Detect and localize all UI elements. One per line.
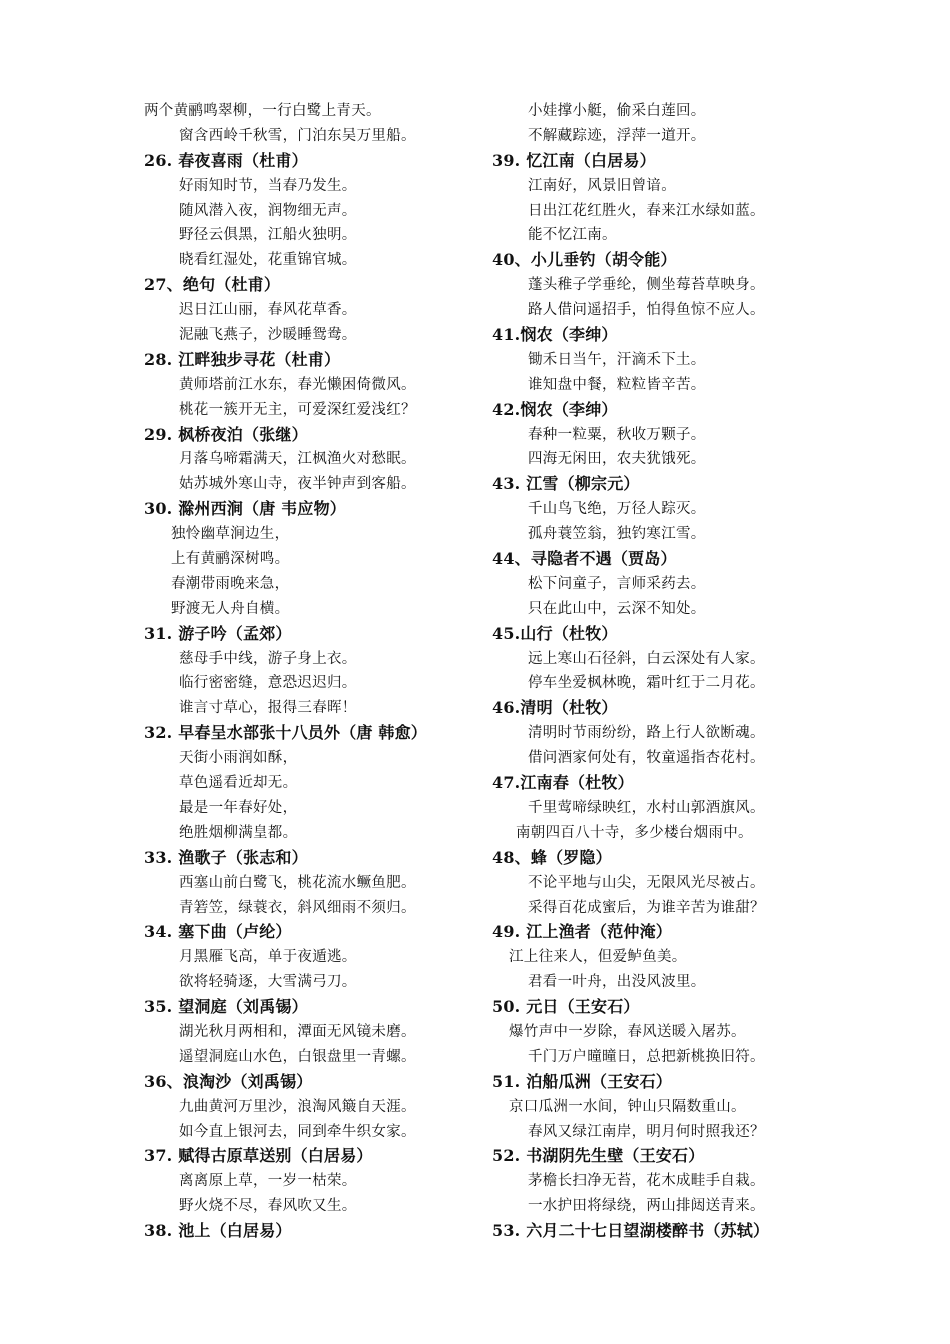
poem-line: 蓬头稚子学垂纶，侧坐莓苔草映身。 <box>528 277 765 294</box>
poem-line: 临行密密缝，意恐迟迟归。 <box>179 675 357 692</box>
poem-line: 野径云俱黑，江船火独明。 <box>179 227 357 244</box>
poem-line: 停车坐爱枫林晚，霜叶红于二月花。 <box>528 675 765 692</box>
poem-line: 江上往来人，但爱鲈鱼美。 <box>509 949 687 966</box>
poem-line: 湖光秋月两相和，潭面无风镜未磨。 <box>179 1023 416 1040</box>
poem-line: 四海无闲田，农夫犹饿死。 <box>528 451 706 468</box>
poem-line: 春风又绿江南岸，明月何时照我还？ <box>528 1123 765 1140</box>
poem-line: 好雨知时节，当春乃发生。 <box>179 177 357 194</box>
poem-line: 谁知盘中餐，粒粒皆辛苦。 <box>528 376 706 393</box>
poem-line: 锄禾日当午，汗滴禾下土。 <box>528 351 706 368</box>
poem-title: 28. 江畔独步寻花（杜甫） <box>144 349 341 369</box>
poem-line: 迟日江山丽，春风花草香。 <box>179 302 357 319</box>
poem-line: 千门万户曈曈日，总把新桃换旧符。 <box>528 1048 765 1065</box>
poem-line: 绝胜烟柳满皇都。 <box>179 824 298 841</box>
poem-line: 桃花一簇开无主，可爱深红爱浅红？ <box>179 401 416 418</box>
poem-line: 清明时节雨纷纷，路上行人欲断魂。 <box>528 725 765 742</box>
poem-title: 30. 滁州西涧（唐 韦应物） <box>144 499 346 519</box>
poem-line: 远上寒山石径斜，白云深处有人家。 <box>528 650 765 667</box>
poem-line: 两个黄鹂鸣翠柳，一行白鹭上青天。 <box>144 103 381 119</box>
poem-line: 借问酒家何处有，牧童遥指杏花村。 <box>528 750 765 767</box>
poem-line: 月黑雁飞高，单于夜遁逃。 <box>179 949 357 966</box>
poem-line: 不解藏踪迹，浮萍一道开。 <box>528 127 706 144</box>
poem-title: 35. 望洞庭（刘禹锡） <box>144 997 308 1017</box>
poem-title: 53. 六月二十七日望湖楼醉书（苏轼） <box>492 1221 770 1241</box>
poem-line: 谁言寸草心，报得三春晖！ <box>179 700 357 717</box>
poem-line: 欲将轻骑逐，大雪满弓刀。 <box>179 974 357 991</box>
poem-title: 42.悯农（李绅） <box>492 399 618 419</box>
poem-line: 遥望洞庭山水色，白银盘里一青螺。 <box>179 1048 416 1065</box>
poem-line: 如今直上银河去，同到牵牛织女家。 <box>179 1123 416 1140</box>
poem-line: 路人借问遥招手，怕得鱼惊不应人。 <box>528 302 765 319</box>
poem-line: 君看一叶舟，出没风波里。 <box>528 974 706 991</box>
poem-line: 采得百花成蜜后，为谁辛苦为谁甜？ <box>528 899 765 916</box>
poem-title: 49. 江上渔者（范仲淹） <box>492 922 673 942</box>
poem-line: 黄师塔前江水东，春光懒困倚微风。 <box>179 376 416 393</box>
poem-line: 千里莺啼绿映红，水村山郭酒旗风。 <box>528 799 765 816</box>
poem-title: 33. 渔歌子（张志和） <box>144 847 308 867</box>
poem-line: 草色遥看近却无。 <box>179 775 298 792</box>
poem-title: 52. 书湖阴先生壁（王安石） <box>492 1146 705 1166</box>
poem-title: 44、寻隐者不遇（贾岛） <box>492 549 677 569</box>
poem-line: 一水护田将绿绕，两山排闼送青来。 <box>528 1198 765 1215</box>
left-column <box>144 99 494 1244</box>
poem-title: 37. 赋得古原草送别（白居易） <box>144 1146 373 1166</box>
poem-line: 春种一粒粟，秋收万颗子。 <box>528 426 706 443</box>
poem-line: 上有黄鹂深树鸣。 <box>171 551 290 568</box>
poem-line: 西塞山前白鹭飞，桃花流水鳜鱼肥。 <box>179 874 416 891</box>
poem-line: 窗含西岭千秋雪，门泊东吴万里船。 <box>179 127 416 144</box>
poem-line: 离离原上草，一岁一枯荣。 <box>179 1173 357 1190</box>
poem-title: 29. 枫桥夜泊（张继） <box>144 424 308 444</box>
poem-line: 晓看红湿处，花重锦官城。 <box>179 252 357 269</box>
poem-title: 26. 春夜喜雨（杜甫） <box>144 150 308 170</box>
poem-line: 茅檐长扫净无苔，花木成畦手自栽。 <box>528 1173 765 1190</box>
poem-title: 38. 池上（白居易） <box>144 1221 292 1241</box>
poem-line: 春潮带雨晚来急， <box>171 575 290 592</box>
poem-line: 只在此山中，云深不知处。 <box>528 600 706 617</box>
poem-title: 27、绝句（杜甫） <box>144 275 281 295</box>
poem-title: 48、蜂（罗隐） <box>492 847 612 867</box>
poem-line: 天街小雨润如酥， <box>179 750 298 767</box>
poem-title: 39. 忆江南（白居易） <box>492 150 656 170</box>
poem-line: 爆竹声中一岁除，春风送暖入屠苏。 <box>509 1023 746 1040</box>
poem-line: 野火烧不尽，春风吹又生。 <box>179 1198 357 1215</box>
poem-line: 孤舟蓑笠翁，独钓寒江雪。 <box>528 526 706 543</box>
poem-line: 慈母手中线，游子身上衣。 <box>179 650 357 667</box>
poem-line: 泥融飞燕子，沙暖睡鸳鸯。 <box>179 327 357 344</box>
poem-title: 34. 塞下曲（卢纶） <box>144 922 292 942</box>
poem-line: 月落乌啼霜满天，江枫渔火对愁眠。 <box>179 451 416 468</box>
poem-line: 独怜幽草涧边生， <box>171 526 290 543</box>
poem-title: 50. 元日（王安石） <box>492 997 640 1017</box>
poem-line: 最是一年春好处， <box>179 799 298 816</box>
right-column <box>492 99 872 1244</box>
poem-line: 京口瓜洲一水间，钟山只隔数重山。 <box>509 1098 746 1115</box>
poem-line: 野渡无人舟自横。 <box>171 600 290 617</box>
poem-title: 45.山行（杜牧） <box>492 623 618 643</box>
poem-line: 南朝四百八十寺，多少楼台烟雨中。 <box>516 824 753 841</box>
poem-line: 能不忆江南。 <box>528 227 617 244</box>
poem-line: 日出江花红胜火，春来江水绿如蓝。 <box>528 202 765 219</box>
poem-line: 随风潜入夜，润物细无声。 <box>179 202 357 219</box>
poem-title: 31. 游子吟（孟郊） <box>144 623 292 643</box>
poem-title: 46.清明（杜牧） <box>492 698 618 718</box>
poem-title: 36、浪淘沙（刘禹锡） <box>144 1071 313 1091</box>
poem-line: 不论平地与山尖，无限风光尽被占。 <box>528 874 765 891</box>
poem-line: 松下问童子，言师采药去。 <box>528 575 706 592</box>
poem-title: 40、小儿垂钓（胡令能） <box>492 250 677 270</box>
poem-title: 32. 早春呈水部张十八员外（唐 韩愈） <box>144 723 427 743</box>
poem-title: 51. 泊船瓜洲（王安石） <box>492 1071 673 1091</box>
poem-line: 姑苏城外寒山寺，夜半钟声到客船。 <box>179 476 416 493</box>
poem-line: 九曲黄河万里沙，浪淘风簸自天涯。 <box>179 1098 416 1115</box>
poem-title: 47.江南春（杜牧） <box>492 773 634 793</box>
poem-title: 41.悯农（李绅） <box>492 325 618 345</box>
poem-line: 小娃撑小艇，偷采白莲回。 <box>528 103 706 119</box>
poem-title: 43. 江雪（柳宗元） <box>492 474 640 494</box>
poem-line: 江南好，风景旧曾谙。 <box>528 177 676 194</box>
poem-line: 青箬笠，绿蓑衣，斜风细雨不须归。 <box>179 899 416 916</box>
poem-line: 千山鸟飞绝，万径人踪灭。 <box>528 501 706 518</box>
